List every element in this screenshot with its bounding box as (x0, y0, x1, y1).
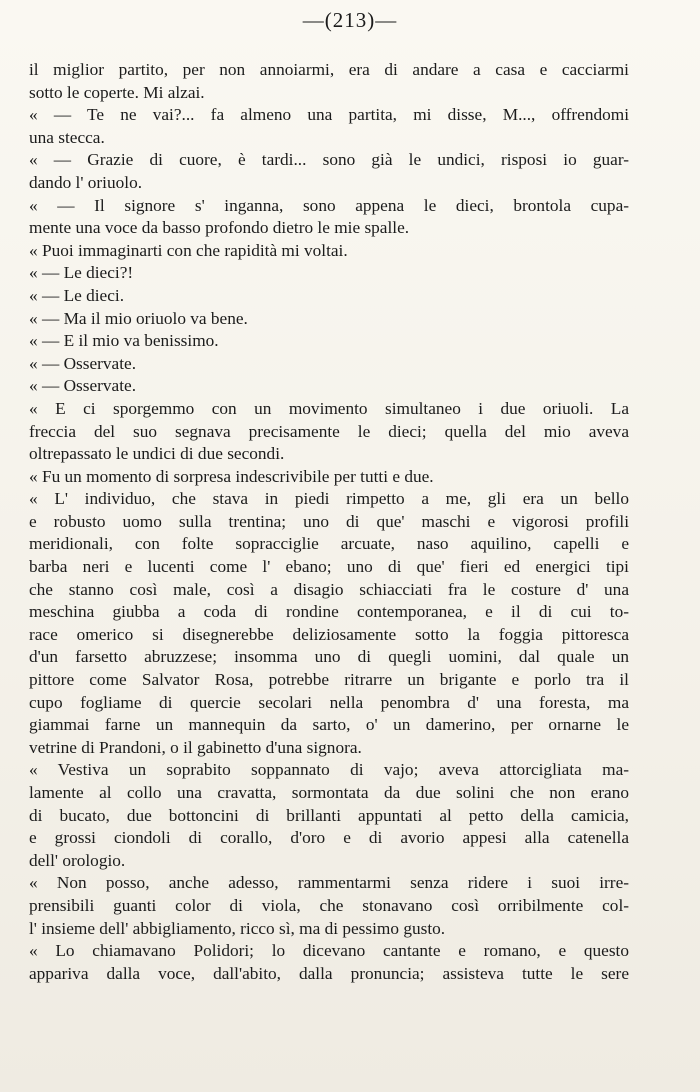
text-line: meridionali, con folte sopracciglie arcuate, naso aquilino, capelli e (29, 534, 629, 554)
text-line: di bucato, due bottoncini di brillanti appuntati al petto della camicia, (29, 805, 629, 825)
text-line: vetrine di Prandoni, o il gabinetto d'una signora. (29, 737, 362, 757)
text-line: « Vestiva un soprabito soppannato di vajo; aveva attorcigliata ma- (29, 760, 629, 780)
text-line: « Lo chiamavano Polidori; lo dicevano cantante e romano, e questo (29, 941, 629, 961)
text-line: « Fu un momento di sorpresa indescrivibile per tutti e due. (29, 466, 434, 486)
text-line: « — Osservate. (29, 376, 137, 396)
page-body-text (29, 59, 629, 985)
page-number: —(213)— (302, 8, 398, 32)
text-line: appariva dalla voce, dall'abito, dalla pronuncia; assisteva tutte le sere (29, 963, 629, 983)
text-line: d'un farsetto abruzzese; insomma uno di quegli uomini, dal quale un (29, 647, 629, 667)
text-line: « L' individuo, che stava in piedi rimpetto a me, gli era un bello (29, 489, 629, 509)
text-line: « — Le dieci. (29, 285, 125, 305)
text-line: freccia del suo segnava precisamente le dieci; quella del mio aveva (29, 421, 629, 441)
text-line: dell' orologio. (29, 850, 126, 870)
text-line: « Non posso, anche adesso, rammentarmi senza ridere i suoi irre- (29, 873, 629, 893)
text-line: « E ci sporgemmo con un movimento simultaneo i due oriuoli. La (29, 398, 629, 418)
text-line: « — Grazie di cuore, è tardi... sono già le undici, risposi io guar- (29, 150, 629, 170)
text-line: che stanno così male, così a disagio schiacciati fra le costure d' una (29, 579, 629, 599)
text-line: il miglior partito, per non annoiarmi, era di andare a casa e cacciarmi (29, 60, 629, 79)
text-line: oltrepassato le undici di due secondi. (29, 444, 285, 464)
text-line: l' insieme dell' abbigliamento, ricco sì, ma di pessimo gusto. (29, 918, 446, 938)
text-line: race omerico si disegnerebbe deliziosamente sotto la foggia pittoresca (29, 624, 629, 644)
text-line: prensibili guanti color di viola, che stonavano così orribilmente col- (29, 895, 629, 915)
text-line: « — E il mio va benissimo. (29, 331, 219, 351)
text-line: giammai farne un mannequin da sarto, o' un damerino, per ornarne le (29, 715, 629, 735)
text-line: barba neri e lucenti come l' ebano; uno di que' fieri ed energici tipi (29, 557, 629, 577)
text-line: « — Te ne vai?... fa almeno una partita, mi disse, M..., offrendomi (29, 105, 629, 125)
text-line: meschina giubba a coda di rondine contemporanea, e il di cui to- (29, 602, 629, 622)
text-line: cupo fogliame di quercie secolari nella penombra d' una foresta, ma (29, 692, 629, 712)
text-line: pittore come Salvator Rosa, potrebbe ritrarre un brigante e porlo tra il (29, 670, 629, 690)
text-line: « — Osservate. (29, 353, 137, 373)
text-line: « — Il signore s' inganna, sono appena le dieci, brontola cupa- (29, 195, 629, 215)
text-line: « — Le dieci?! (29, 263, 134, 283)
text-line: « Puoi immaginarti con che rapidità mi voltai. (29, 240, 348, 260)
text-line: una stecca. (29, 127, 105, 147)
text-line: sotto le coperte. Mi alzai. (29, 82, 205, 102)
text-line: dando l' oriuolo. (29, 172, 143, 192)
text-line: mente una voce da basso profondo dietro le mie spalle. (29, 218, 410, 238)
text-line: e grossi ciondoli di corallo, d'oro e di avorio appesi alla catenella (29, 828, 629, 848)
text-line: e robusto uomo sulla trentina; uno di que' maschi e vigorosi profili (29, 511, 629, 531)
text-line: lamente al collo una cravatta, sormontata da due solini che non erano (29, 783, 629, 802)
text-line: « — Ma il mio oriuolo va bene. (29, 308, 248, 328)
